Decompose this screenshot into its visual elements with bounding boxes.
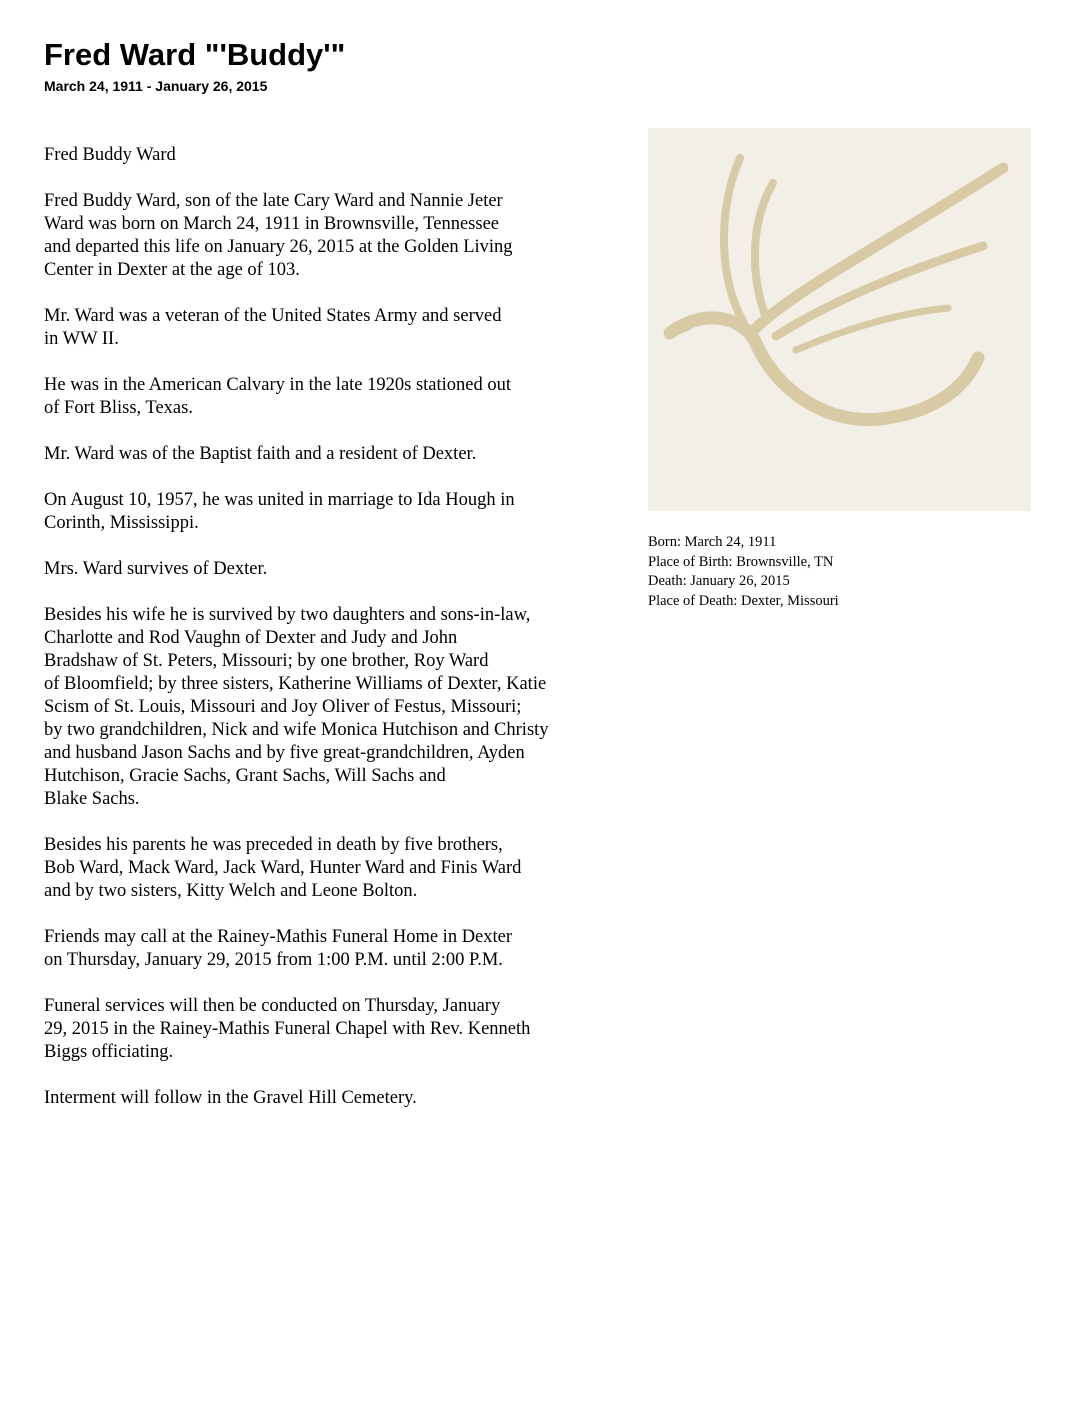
dove-icon <box>648 128 1031 511</box>
obituary-line: Mr. Ward was of the Baptist faith and a resident of Dexter. <box>44 444 477 464</box>
obituary-paragraph <box>44 995 644 1064</box>
obituary-line: on Thursday, January 29, 2015 from 1:00 P.M. until 2:00 P.M. <box>44 950 503 970</box>
obituary-line: Biggs officiating. <box>44 1042 174 1062</box>
obituary-line: Corinth, Mississippi. <box>44 513 199 533</box>
obituary-paragraph <box>44 305 644 351</box>
obituary-line: in WW II. <box>44 329 119 349</box>
obituary-line: Scism of St. Louis, Missouri and Joy Oliver of Festus, Missouri; <box>44 697 522 717</box>
obituary-line: Funeral services will then be conducted on Thursday, January <box>44 996 501 1016</box>
memorial-image <box>648 128 1031 511</box>
obituary-line: Friends may call at the Rainey-Mathis Funeral Home in Dexter <box>44 927 513 947</box>
obituary-line: of Fort Bliss, Texas. <box>44 398 193 418</box>
obituary-line: Hutchison, Gracie Sachs, Grant Sachs, Will Sachs and <box>44 766 446 786</box>
obituary-line: by two grandchildren, Nick and wife Monica Hutchison and Christy <box>44 720 549 740</box>
obituary-line: Besides his parents he was preceded in death by five brothers, <box>44 835 503 855</box>
obituary-paragraph <box>44 374 644 420</box>
obituary-line: 29, 2015 in the Rainey-Mathis Funeral Chapel with Rev. Kenneth <box>44 1019 531 1039</box>
obituary-paragraph <box>44 558 644 581</box>
death-place: Place of Death: Dexter, Missouri <box>648 592 839 609</box>
obituary-line: Mrs. Ward survives of Dexter. <box>44 559 268 579</box>
obituary-paragraph <box>44 926 644 972</box>
obituary-line: Ward was born on March 24, 1911 in Brownsville, Tennessee <box>44 214 500 234</box>
obituary-line: He was in the American Calvary in the late 1920s stationed out <box>44 375 512 395</box>
birth-place: Place of Birth: Brownsville, TN <box>648 553 834 570</box>
obituary-line: of Bloomfield; by three sisters, Katherine Williams of Dexter, Katie <box>44 674 547 694</box>
obituary-line: On August 10, 1957, he was united in marriage to Ida Hough in <box>44 490 515 510</box>
obituary-line: Blake Sachs. <box>44 789 140 809</box>
obituary-paragraph <box>44 190 644 282</box>
born-date: Born: March 24, 1911 <box>648 534 777 550</box>
obituary-line: Besides his wife he is survived by two daughters and sons-in-law, <box>44 605 531 625</box>
obituary-line: Bradshaw of St. Peters, Missouri; by one brother, Roy Ward <box>44 651 489 671</box>
obituary-paragraph <box>44 443 644 466</box>
obituary-line: Fred Buddy Ward <box>44 145 176 165</box>
obituary-paragraph <box>44 489 644 535</box>
page-title: Fred Ward "'Buddy'" <box>44 37 346 72</box>
obituary-line: Mr. Ward was a veteran of the United States Army and served <box>44 306 502 326</box>
obituary-text <box>44 144 644 1133</box>
obituary-paragraph <box>44 834 644 903</box>
obituary-line: and husband Jason Sachs and by five great-grandchildren, Ayden <box>44 743 525 763</box>
obituary-paragraph <box>44 1087 644 1110</box>
obituary-line: and by two sisters, Kitty Welch and Leone Bolton. <box>44 881 418 901</box>
obituary-line: Bob Ward, Mack Ward, Jack Ward, Hunter Ward and Finis Ward <box>44 858 522 878</box>
obituary-line: Interment will follow in the Gravel Hill Cemetery. <box>44 1088 417 1108</box>
obituary-line: Center in Dexter at the age of 103. <box>44 260 300 280</box>
obituary-paragraph <box>44 604 644 811</box>
life-dates: March 24, 1911 - January 26, 2015 <box>44 78 268 94</box>
obituary-line: Charlotte and Rod Vaughn of Dexter and Judy and John <box>44 628 458 648</box>
death-date: Death: January 26, 2015 <box>648 573 790 589</box>
vital-facts <box>648 533 839 611</box>
obituary-paragraph <box>44 144 644 167</box>
obituary-line: and departed this life on January 26, 2015 at the Golden Living <box>44 237 513 257</box>
obituary-line: Fred Buddy Ward, son of the late Cary Ward and Nannie Jeter <box>44 191 503 211</box>
